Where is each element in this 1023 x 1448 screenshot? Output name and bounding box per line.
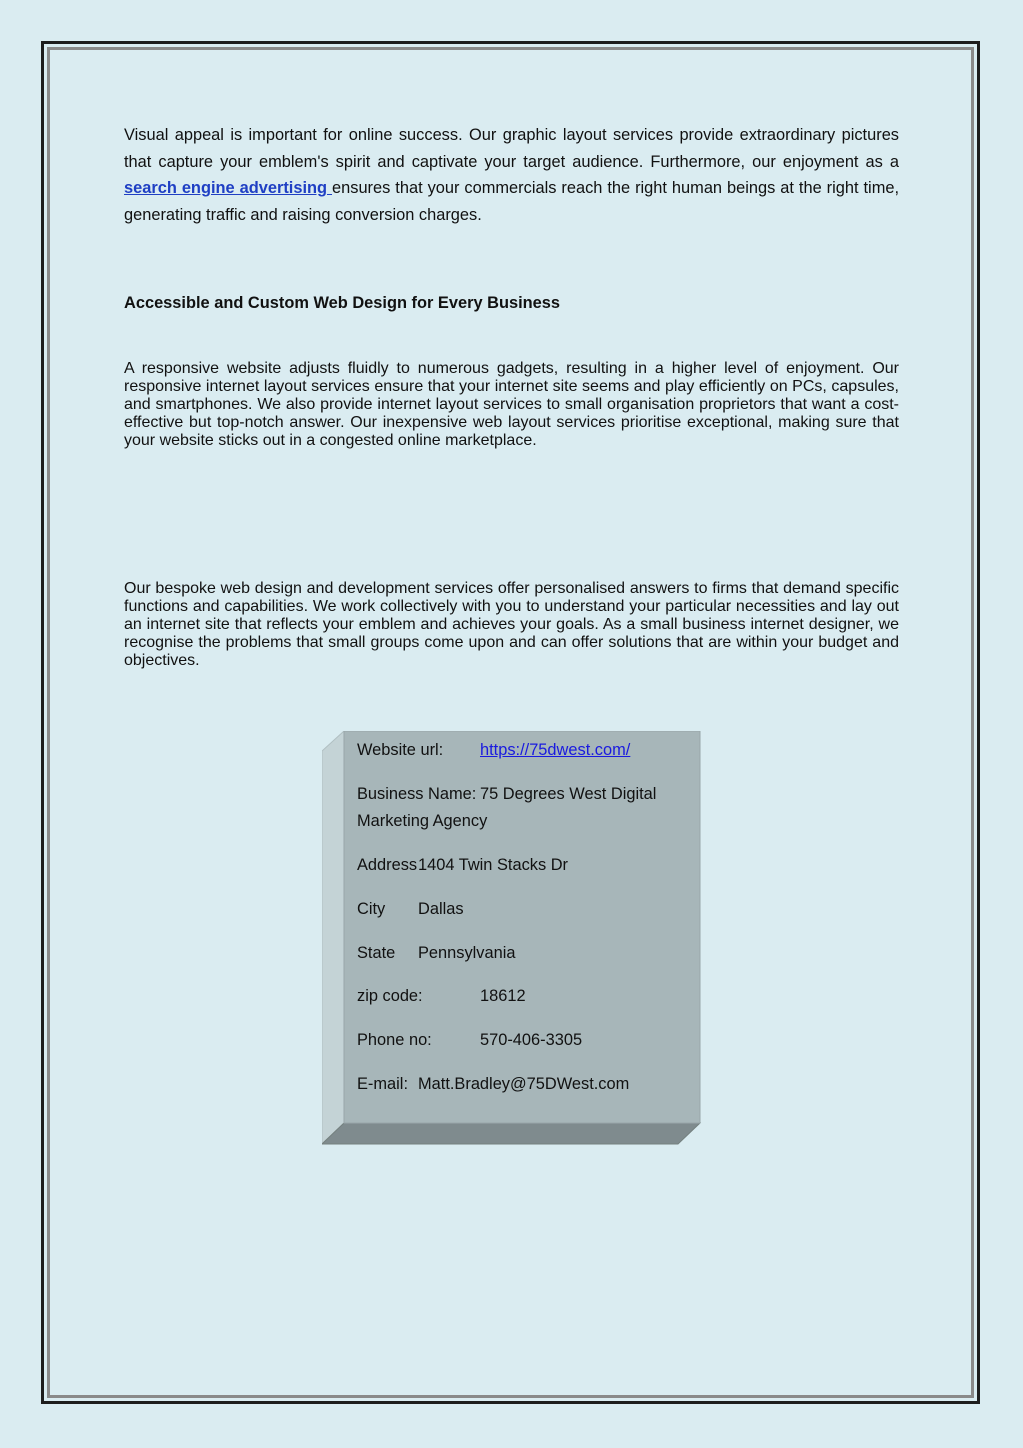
intro-text-after-link: ensures that your commercials reach the right human beings at the right time, generating traffic and raising conversion charges. bbox=[124, 179, 900, 224]
website-link[interactable]: https://75dwest.com/ bbox=[480, 741, 631, 759]
city-label: City bbox=[357, 900, 386, 918]
section-heading: Accessible and Custom Web Design for Every Business bbox=[124, 294, 561, 312]
intro-paragraph-block bbox=[124, 122, 899, 228]
state-label: State bbox=[357, 944, 396, 962]
search-engine-advertising-link[interactable]: search engine advertising bbox=[124, 179, 333, 198]
zip-value: 18612 bbox=[480, 987, 526, 1005]
address-label: Address bbox=[357, 856, 418, 874]
bespoke-design-paragraph: Our bespoke web design and development services offer personalised answers to firms that demand specific functions and capabilities. We work collectively with you to understand your particular necessities and lay out an internet site that reflects your emblem and achieves your goals. As a small business internet designer, we recognise the problems that small groups come upon and can offer solutions that are within your budget and objectives. bbox=[124, 580, 899, 669]
address-value: 1404 Twin Stacks Dr bbox=[418, 856, 569, 874]
responsive-design-paragraph: A responsive website adjusts fluidly to numerous gadgets, resulting in a higher level of enjoyment. Our responsive internet layout services ensure that your internet site seems and play efficiently on PCs, capsules, and smartphones. We also provide internet layout services to small organisation proprietors that want a cost-effective but top-notch answer. Our inexpensive web layout services prioritise exceptional, making sure that your website sticks out in a congested online marketplace. bbox=[124, 360, 899, 449]
email-value: Matt.Bradley@75DWest.com bbox=[418, 1075, 630, 1093]
phone-label: Phone no: bbox=[357, 1031, 432, 1049]
email-label: E-mail: bbox=[357, 1075, 408, 1093]
zip-label: zip code: bbox=[357, 987, 423, 1005]
business-name-value-line2: Marketing Agency bbox=[357, 812, 488, 830]
phone-value: 570-406-3305 bbox=[480, 1031, 583, 1049]
city-value: Dallas bbox=[418, 900, 464, 918]
state-value: Pennsylvania bbox=[418, 944, 516, 962]
intro-paragraph bbox=[124, 122, 899, 228]
business-name-label: Business Name: bbox=[357, 785, 477, 803]
intro-text-before-link: Visual appeal is important for online success. Our graphic layout services provide extraordinary pictures that capture your emblem's spirit and captivate your target audience. Furthermore, our enjoyment as a bbox=[124, 126, 899, 171]
business-name-value-line1: 75 Degrees West Digital bbox=[480, 785, 657, 803]
page-border-inner bbox=[47, 47, 974, 1398]
website-label: Website url: bbox=[357, 741, 444, 759]
